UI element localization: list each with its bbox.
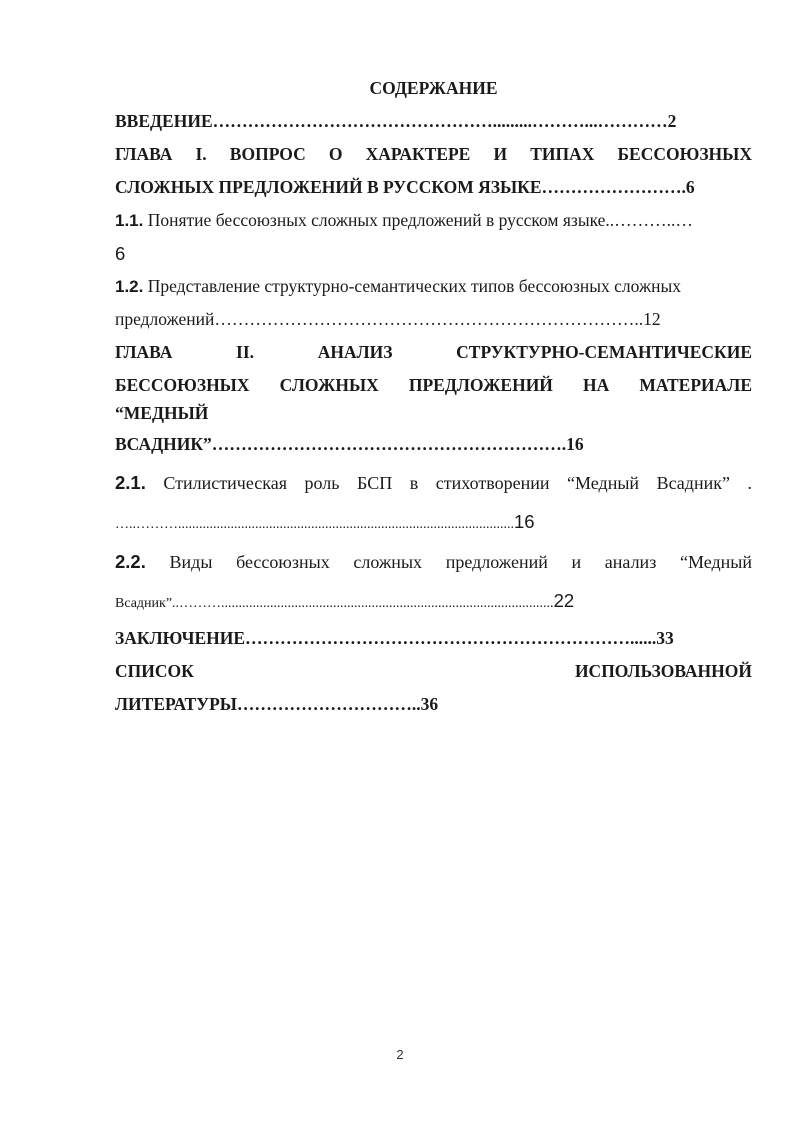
section-number: 2.2. [115, 551, 146, 572]
toc-entry-section1-2-line1 [115, 270, 752, 303]
section-title: Стилистическая роль БСП в стихотворении “Медный Всадник” . [145, 473, 752, 493]
toc-entry-chapter1-line2: СЛОЖНЫХ ПРЕДЛОЖЕНИЙ В РУССКОМ ЯЗЫКЕ…………………….6 [115, 177, 695, 197]
toc-entry-chapter2-line2: БЕССОЮЗНЫХ СЛОЖНЫХ ПРЕДЛОЖЕНИЙ НА МАТЕРИАЛЕ [115, 375, 752, 395]
toc-entry-chapter1-line1: ГЛАВА I. ВОПРОС О ХАРАКТЕРЕ И ТИПАХ БЕССОЮЗНЫХ [115, 144, 752, 164]
section-title: Виды бессоюзных сложных предложений и анализ “Медный [145, 552, 752, 572]
dot-leader: Всадник”..………............................................................................................... [115, 595, 554, 611]
section-number: 2.1. [115, 472, 146, 493]
toc-entry-bibliography-line2: ЛИТЕРАТУРЫ…………………………..36 [115, 694, 439, 714]
toc-entry-section1-1 [115, 204, 752, 237]
table-of-contents [115, 72, 752, 721]
toc-title: СОДЕРЖАНИЕ [369, 78, 498, 98]
toc-entry-section1-1-page: 6 [115, 243, 126, 264]
toc-entry-section2-1-line1 [115, 464, 752, 503]
toc-entry-chapter2-line1: ГЛАВА II. АНАЛИЗ СТРУКТУРНО-СЕМАНТИЧЕСКИЕ [115, 342, 752, 362]
toc-entry-section1-2-line2: предложений………………………………………………………………..12 [115, 309, 661, 329]
page-number: 2 [396, 1047, 404, 1062]
section-title: Понятие бессоюзных сложных предложений в русском языке..………..… [143, 210, 693, 230]
toc-entry-section2-2-line1 [115, 543, 752, 582]
section-number: 1.1. [115, 211, 144, 230]
toc-entry-section2-1-line2 [115, 503, 752, 544]
toc-entry-chapter2-line3: “МЕДНЫЙ [115, 403, 209, 423]
toc-entry-section2-2-line2 [115, 582, 752, 623]
toc-entry-intro: ВВЕДЕНИЕ………………………………………….........………...…………2 [115, 111, 677, 131]
toc-entry-bibliography-line1: СПИСОК ИСПОЛЬЗОВАННОЙ [115, 661, 752, 681]
section-title: Представление структурно-семантических типов бессоюзных сложных [143, 276, 681, 296]
toc-entry-chapter2-line4: ВСАДНИК”…………………………………………………….16 [115, 434, 584, 454]
dot-leader: …..………................................................................................................ [115, 516, 514, 532]
page-ref: 16 [514, 510, 535, 532]
toc-entry-conclusion: ЗАКЛЮЧЕНИЕ…………………………………………………………......33 [115, 628, 674, 648]
page-ref: 22 [553, 589, 575, 611]
section-number: 1.2. [115, 277, 144, 296]
